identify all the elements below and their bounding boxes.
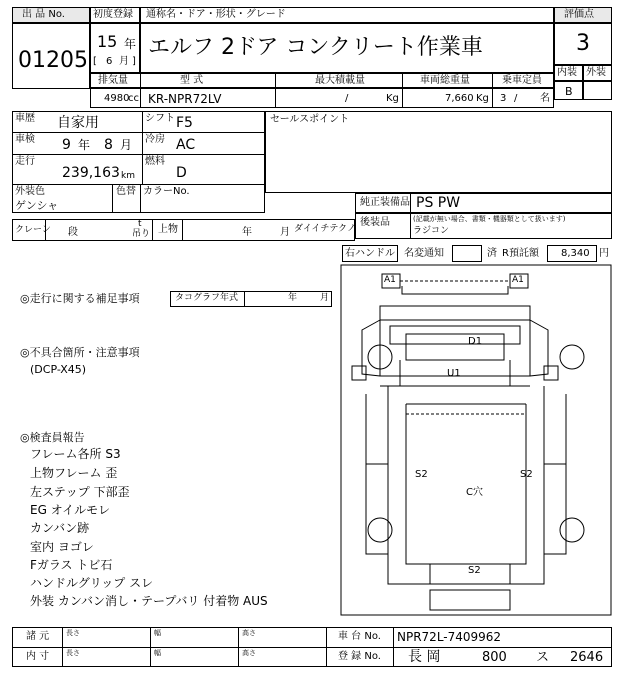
cooling-label: 冷房 bbox=[145, 134, 165, 145]
history-label: 車歴 bbox=[15, 113, 35, 124]
interior-grade: B bbox=[565, 85, 573, 98]
diagram-mark-a1-right: A1 bbox=[512, 275, 524, 285]
displacement-unit: cc bbox=[128, 93, 139, 104]
upper-label: 上物 bbox=[158, 224, 178, 235]
model-label: 型 式 bbox=[180, 75, 204, 86]
wheel-rear-right bbox=[560, 518, 584, 542]
first-reg-label: 初度登録 bbox=[93, 9, 133, 20]
fuel-value: D bbox=[176, 165, 187, 181]
footer-divider-1 bbox=[62, 627, 63, 667]
exterior-grade-cell bbox=[583, 81, 612, 100]
diagram-mark-d1: D1 bbox=[468, 336, 483, 347]
max-load-slash: / bbox=[345, 93, 349, 104]
details-divider bbox=[142, 111, 143, 184]
reg-number: 2646 bbox=[570, 650, 604, 665]
model-name: エルフ 2ドア コンクリート作業車 bbox=[148, 35, 483, 60]
rating-label: 評価点 bbox=[564, 9, 594, 20]
exterior-color-value: ゲンシャ bbox=[15, 199, 59, 212]
mileage-value: 239,163 bbox=[62, 165, 120, 181]
inspection-label: 車検 bbox=[15, 134, 35, 145]
capacity-unit: 名 bbox=[540, 93, 550, 104]
crane-ton-label: t bbox=[138, 219, 142, 229]
inspection-year-unit: 年 bbox=[78, 138, 91, 152]
displacement-value: 4980 bbox=[104, 93, 130, 104]
aftermarket-note: (記載が無い場合、書類・機器類として扱います) bbox=[413, 215, 566, 223]
inspection-month: 8 bbox=[104, 137, 113, 153]
gross-weight-label: 車両総重量 bbox=[420, 75, 470, 86]
inspector-line: フレーム各所 S3 bbox=[30, 447, 121, 461]
details-line-2 bbox=[12, 154, 265, 155]
tachograph-year: 年 bbox=[288, 293, 298, 303]
diagram-frame bbox=[341, 265, 611, 615]
reg-kana: ス bbox=[536, 650, 550, 665]
exterior-color-label: 外装色 bbox=[15, 186, 45, 197]
diagram-mark-a1-left: A1 bbox=[384, 275, 396, 285]
length-label-2: 長さ bbox=[66, 649, 80, 657]
inspector-line: 外装 カンバン消し・テープバリ 付着物 AUS bbox=[30, 594, 268, 608]
inspector-line: Fガラス トビ石 bbox=[30, 558, 113, 572]
month-unit: 月 bbox=[119, 56, 129, 67]
details-block bbox=[12, 111, 265, 213]
footer-mid-line bbox=[12, 647, 612, 648]
inspector-line: ハンドルグリップ スレ bbox=[30, 576, 154, 590]
aftermarket-value: ラジコン bbox=[413, 226, 450, 236]
color-change-label: 色替 bbox=[116, 186, 136, 197]
sales-point-label: セールスポイント bbox=[270, 114, 350, 125]
year-unit: 年 bbox=[124, 37, 137, 51]
crane-divider-2 bbox=[152, 219, 153, 241]
bed-outline bbox=[388, 386, 544, 584]
defects-title: ◎不具合箇所・注意事項 bbox=[20, 346, 140, 359]
recycle-label: R預託額 bbox=[502, 248, 539, 259]
height-label-2: 高さ bbox=[242, 649, 256, 657]
reg-class: 800 bbox=[482, 650, 507, 665]
upper-maker: ダイイチテクノ bbox=[294, 224, 356, 234]
options-value: PS PW bbox=[416, 195, 461, 211]
capacity-label: 乗車定員 bbox=[502, 75, 542, 86]
chassis-label: 車 台 No. bbox=[338, 631, 381, 642]
driving-notes-title: ◎走行に関する補足事項 bbox=[20, 292, 140, 305]
footer-divider-5 bbox=[393, 627, 394, 667]
windshield bbox=[406, 334, 504, 360]
defects-code: (DCP-X45) bbox=[30, 363, 87, 376]
reg-area: 長 岡 bbox=[408, 649, 441, 665]
registration-label: 登 録 No. bbox=[338, 651, 381, 662]
truck-damage-diagram bbox=[340, 264, 612, 616]
tachograph-divider bbox=[244, 291, 245, 307]
aftermarket-label: 後装品 bbox=[360, 217, 390, 228]
inspector-line: 上物フレーム 歪 bbox=[30, 466, 118, 480]
interior-dim-label: 内 寸 bbox=[26, 651, 50, 662]
dimensions-label: 諸 元 bbox=[26, 631, 50, 642]
rear-gate bbox=[430, 590, 510, 610]
length-label: 長さ bbox=[66, 629, 80, 637]
diagram-mark-u1: U1 bbox=[447, 368, 461, 379]
footer-divider-4 bbox=[326, 627, 327, 667]
chassis-number: NPR72L-7409962 bbox=[397, 630, 502, 644]
cooling-value: AC bbox=[176, 137, 196, 153]
name-grade-label: 通称名・ドア・形状・グレード bbox=[146, 9, 286, 20]
interior-label: 内装 bbox=[557, 67, 577, 78]
details-line-1 bbox=[12, 132, 265, 133]
rating-value: 3 bbox=[576, 31, 590, 56]
inspection-year: 9 bbox=[62, 137, 71, 153]
fuel-label: 燃料 bbox=[145, 156, 165, 167]
footer-divider-2 bbox=[150, 627, 151, 667]
lot-number: 01205 bbox=[18, 48, 88, 73]
lot-no-label: 出 品 No. bbox=[22, 9, 65, 20]
diagram-mark-c-hole: C穴 bbox=[466, 487, 483, 498]
max-load-unit: Kg bbox=[386, 93, 399, 104]
tachograph-label: タコグラフ年式 bbox=[175, 293, 239, 303]
inspection-month-unit: 月 bbox=[120, 138, 133, 152]
color-number-label: カラーNo. bbox=[143, 186, 190, 197]
color-divider-1 bbox=[112, 184, 113, 213]
steering-value: 右ハンドル bbox=[345, 248, 395, 259]
upper-month-label: 月 bbox=[280, 227, 290, 238]
displacement-label: 排気量 bbox=[98, 75, 128, 86]
footer-divider-3 bbox=[238, 627, 239, 667]
cab-outline bbox=[380, 306, 530, 376]
recycle-mark: 済 bbox=[487, 248, 497, 259]
recycle-amount: 8,340 bbox=[561, 248, 590, 259]
wheel-front-right bbox=[560, 345, 584, 369]
mileage-unit: km bbox=[121, 171, 135, 181]
history-value: 自家用 bbox=[57, 115, 99, 131]
tachograph-month: 月 bbox=[320, 293, 330, 303]
diagram-mark-s2-right: S2 bbox=[520, 469, 533, 480]
capacity-value: 3 bbox=[500, 93, 507, 104]
name-change-label: 名変通知 bbox=[404, 248, 444, 259]
first-reg-year: 15 bbox=[97, 32, 118, 51]
upper-year-label: 年 bbox=[242, 227, 252, 238]
inspector-line: 室内 ヨゴレ bbox=[30, 540, 94, 554]
inspector-line: 左ステップ 下部歪 bbox=[30, 485, 130, 499]
width-label-2: 幅 bbox=[154, 649, 161, 657]
shift-label: シフト bbox=[145, 113, 175, 124]
mileage-label: 走行 bbox=[15, 156, 35, 167]
crane-divider-3 bbox=[182, 219, 183, 241]
diagram-mark-s2-bottom: S2 bbox=[468, 565, 481, 576]
recycle-unit: 円 bbox=[599, 248, 609, 259]
month-bracket-right: ] bbox=[132, 56, 136, 67]
first-reg-month: 6 bbox=[106, 56, 113, 67]
inspector-title: ◎検査員報告 bbox=[20, 431, 85, 444]
capacity-slash: / bbox=[514, 93, 518, 104]
inspector-line: カンバン跡 bbox=[30, 521, 90, 535]
diagram-mark-s2-left: S2 bbox=[415, 469, 428, 480]
crane-label: クレーン bbox=[15, 225, 51, 235]
width-label: 幅 bbox=[154, 629, 161, 637]
height-label: 高さ bbox=[242, 629, 256, 637]
exterior-label: 外装 bbox=[586, 67, 606, 78]
crane-stage-label: 段 bbox=[68, 227, 78, 238]
name-change-box bbox=[452, 245, 482, 262]
month-bracket-left: [ bbox=[93, 56, 97, 67]
gross-weight-value: 7,660 bbox=[445, 93, 474, 104]
options-label: 純正装備品 bbox=[360, 197, 410, 208]
shift-value: F5 bbox=[176, 115, 193, 131]
model-code: KR-NPR72LV bbox=[148, 92, 222, 106]
max-load-label: 最大積載量 bbox=[315, 75, 365, 86]
gross-weight-unit: Kg bbox=[476, 93, 489, 104]
details-line-3 bbox=[12, 184, 265, 185]
inspector-line: EG オイルモレ bbox=[30, 503, 111, 517]
color-divider-2 bbox=[140, 184, 141, 213]
crane-hoist-label: 吊り bbox=[132, 229, 151, 239]
